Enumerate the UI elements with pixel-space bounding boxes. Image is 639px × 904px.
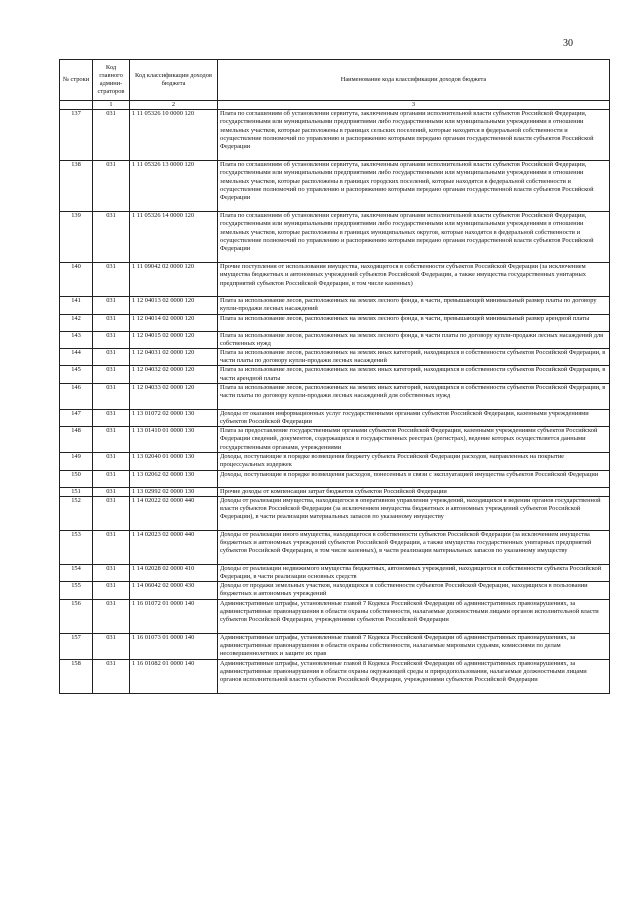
row-number-cell: 154 (60, 564, 93, 581)
classification-name-cell: Плата по соглашениям об установлении сервитута, заключенным органами исполнительной власти субъектов Российской Федерации, государственными или муниципальными предприятиями либо государственными или муниципальными учреждениями в отношении земельных участков, которые расположены в границах муниципальных округов, которые находятся в федеральной собственности и осуществление полномочий по управлению и распоряжению которыми передано органам государственной власти субъектов Российской Федерации (218, 212, 610, 263)
row-number-cell: 155 (60, 582, 93, 599)
classification-code-cell: 1 16 01073 01 0000 140 (130, 633, 218, 659)
header-classification-code: Код классификации доходов бюджета (130, 60, 218, 101)
classification-name-cell: Плата за использование лесов, расположенных на землях лесного фонда, в части, превышающей минимальный размер платы по договору купли-продажи лесных насаждений (218, 297, 610, 314)
admin-code-cell: 031 (93, 383, 130, 409)
admin-code-cell: 031 (93, 297, 130, 314)
admin-code-cell: 031 (93, 349, 130, 366)
classification-name-cell: Плата за предоставление государственными органами субъектов Российской Федерации, казенными учреждениями субъектов Российской Федерации сведений, документов, содержащихся в государственных реестрах (регистрах), ведение которых осуществляется данными государственными органами, учреждениями (218, 427, 610, 453)
classification-code-cell: 1 11 05326 10 0000 120 (130, 110, 218, 161)
admin-code-cell: 031 (93, 161, 130, 212)
classification-code-cell: 1 12 04031 02 0000 120 (130, 349, 218, 366)
table-row (60, 659, 610, 693)
table-row (60, 110, 610, 161)
classification-name-cell: Административные штрафы, установленные главой 7 Кодекса Российской Федерации об административных правонарушениях, за административные правонарушения в области охраны собственности, налагаемые должностными лицами органов исполнительной власти субъектов Российской Федерации, учреждениями субъектов Российской Федерации (218, 599, 610, 633)
column-number-row (60, 101, 610, 110)
table-row (60, 453, 610, 470)
row-number-cell: 151 (60, 487, 93, 496)
row-number-cell: 137 (60, 110, 93, 161)
row-number-cell: 145 (60, 366, 93, 383)
classification-name-cell: Плата за использование лесов, расположенных на землях лесного фонда, в части платы по договору купли-продажи лесных насаждений для собственных нужд (218, 331, 610, 348)
classification-code-cell: 1 12 04014 02 0000 120 (130, 314, 218, 331)
classification-code-cell: 1 14 02022 02 0000 440 (130, 496, 218, 530)
table-row (60, 530, 610, 564)
classification-name-cell: Плата по соглашениям об установлении сервитута, заключенным органами исполнительной власти субъектов Российской Федерации, государственными или муниципальными предприятиями либо государственными или муниципальными учреждениями в отношении земельных участков, которые расположены в границах городских поселений, которые находятся в федеральной собственности и осуществление полномочий по управлению и распоряжению которыми передано органам государственной власти субъектов Российской Федерации (218, 161, 610, 212)
admin-code-cell: 031 (93, 470, 130, 487)
row-number-cell: 143 (60, 331, 93, 348)
admin-code-cell: 031 (93, 427, 130, 453)
classification-code-cell: 1 13 02992 02 0000 130 (130, 487, 218, 496)
row-number-cell: 148 (60, 427, 93, 453)
admin-code-cell: 031 (93, 366, 130, 383)
column-number: 2 (130, 101, 218, 110)
table-row (60, 409, 610, 426)
classification-code-cell: 1 16 01082 01 0000 140 (130, 659, 218, 693)
classification-name-cell: Плата по соглашениям об установлении сервитута, заключенным органами исполнительной власти субъектов Российской Федерации, государственными или муниципальными предприятиями либо государственными или муниципальными учреждениями в отношении земельных участков, которые расположены в границах сельских поселений, которые находятся в федеральной собственности и осуществление полномочий по управлению и распоряжению которыми передано органам государственной власти субъектов Российской Федерации (218, 110, 610, 161)
admin-code-cell: 031 (93, 496, 130, 530)
row-number-cell: 157 (60, 633, 93, 659)
classification-code-cell: 1 11 05326 14 0000 120 (130, 212, 218, 263)
classification-name-cell: Доходы от оказания информационных услуг государственными органами субъектов Российской Федерации, казенными учреждениями субъектов Российской Федерации (218, 409, 610, 426)
table-row (60, 633, 610, 659)
row-number-cell: 152 (60, 496, 93, 530)
admin-code-cell: 031 (93, 409, 130, 426)
table-row (60, 427, 610, 453)
classification-code-cell: 1 13 01410 01 0000 130 (130, 427, 218, 453)
classification-name-cell: Плата за использование лесов, расположенных на землях иных категорий, находящихся в собственности субъектов Российской Федерации, в части платы по договору купли-продажи лесных насаждений (218, 349, 610, 366)
budget-classification-table (59, 59, 610, 694)
row-number-cell: 141 (60, 297, 93, 314)
classification-code-cell: 1 14 02023 02 0000 440 (130, 530, 218, 564)
classification-name-cell: Доходы от реализации иного имущества, находящегося в собственности субъектов Российской Федерации (за исключением имущества бюджетных и автономных учреждений субъектов Российской Федерации, а также имущества государственных унитарных предприятий субъектов Российской Федерации, в том числе казенных), в части реализации материальных запасов по указанному имуществу (218, 530, 610, 564)
admin-code-cell: 031 (93, 659, 130, 693)
row-number-cell: 147 (60, 409, 93, 426)
classification-code-cell: 1 13 01072 02 0000 130 (130, 409, 218, 426)
classification-name-cell: Административные штрафы, установленные главой 8 Кодекса Российской Федерации об административных правонарушениях, за административные правонарушения в области охраны окружающей среды и природопользования, налагаемые должностными лицами органов исполнительной власти субъектов Российской Федерации, учреждениями субъектов Российской Федерации (218, 659, 610, 693)
table-row (60, 599, 610, 633)
table-header-row (60, 60, 610, 101)
table-row (60, 331, 610, 348)
admin-code-cell: 031 (93, 530, 130, 564)
classification-code-cell: 1 11 05326 13 0000 120 (130, 161, 218, 212)
page-number: 30 (563, 38, 573, 49)
admin-code-cell: 031 (93, 212, 130, 263)
classification-code-cell: 1 14 06042 02 0000 430 (130, 582, 218, 599)
table-row (60, 470, 610, 487)
admin-code-cell: 031 (93, 263, 130, 297)
row-number-cell: 149 (60, 453, 93, 470)
header-row-number: № строки (60, 60, 93, 101)
admin-code-cell: 031 (93, 331, 130, 348)
row-number-cell: 142 (60, 314, 93, 331)
header-admin-code: Код главного админи-страторов (93, 60, 130, 101)
classification-code-cell: 1 12 04033 02 0000 120 (130, 383, 218, 409)
table-row (60, 366, 610, 383)
table-row (60, 161, 610, 212)
admin-code-cell: 031 (93, 633, 130, 659)
row-number-cell: 138 (60, 161, 93, 212)
classification-code-cell: 1 12 04032 02 0000 120 (130, 366, 218, 383)
column-number: 1 (93, 101, 130, 110)
row-number-cell: 144 (60, 349, 93, 366)
classification-name-cell: Доходы от продажи земельных участков, находящихся в собственности субъектов Российской Федерации, находящихся в пользовании бюджетных и автономных учреждений (218, 582, 610, 599)
table-row (60, 212, 610, 263)
classification-code-cell: 1 12 04013 02 0000 120 (130, 297, 218, 314)
classification-name-cell: Административные штрафы, установленные главой 7 Кодекса Российской Федерации об административных правонарушениях, за административные правонарушения в области охраны собственности, налагаемые мировыми судьями, комиссиями по делам несовершеннолетних и защите их прав (218, 633, 610, 659)
table-row (60, 582, 610, 599)
classification-name-cell: Плата за использование лесов, расположенных на землях иных категорий, находящихся в собственности субъектов Российской Федерации, в части арендной платы (218, 366, 610, 383)
table-row (60, 496, 610, 530)
classification-name-cell: Доходы от реализации недвижимого имущества бюджетных, автономных учреждений, находящегося в собственности субъекта Российской Федерации, в части реализации основных средств (218, 564, 610, 581)
row-number-cell: 139 (60, 212, 93, 263)
admin-code-cell: 031 (93, 582, 130, 599)
classification-name-cell: Доходы, поступающие в порядке возмещения расходов, понесенных в связи с эксплуатацией имущества субъектов Российской Федерации (218, 470, 610, 487)
admin-code-cell: 031 (93, 110, 130, 161)
table-body (60, 110, 610, 693)
classification-name-cell: Прочие доходы от компенсации затрат бюджетов субъектов Российской Федерации (218, 487, 610, 496)
column-number: 3 (218, 101, 610, 110)
classification-name-cell: Плата за использование лесов, расположенных на землях иных категорий, находящихся в собственности субъектов Российской Федерации, в части платы по договору купли-продажи лесных насаждений для собственных нужд (218, 383, 610, 409)
row-number-cell: 140 (60, 263, 93, 297)
admin-code-cell: 031 (93, 564, 130, 581)
table-row (60, 564, 610, 581)
table-row (60, 297, 610, 314)
classification-code-cell: 1 16 01072 01 0000 140 (130, 599, 218, 633)
row-number-cell: 146 (60, 383, 93, 409)
admin-code-cell: 031 (93, 314, 130, 331)
classification-name-cell: Доходы от реализации имущества, находящегося в оперативном управлении учреждений, находящихся в ведении органов государственной власти субъектов Российской Федерации (за исключением имущества бюджетных и автономных учреждений субъектов Российской Федерации), в части реализации материальных запасов по указанному имуществу (218, 496, 610, 530)
admin-code-cell: 031 (93, 599, 130, 633)
table-row (60, 263, 610, 297)
row-number-cell: 153 (60, 530, 93, 564)
table-row (60, 314, 610, 331)
classification-code-cell: 1 13 02040 01 0000 130 (130, 453, 218, 470)
classification-name-cell: Плата за использование лесов, расположенных на землях лесного фонда, в части, превышающей минимальный размер арендной платы (218, 314, 610, 331)
admin-code-cell: 031 (93, 487, 130, 496)
table-row (60, 349, 610, 366)
column-number (60, 101, 93, 110)
classification-code-cell: 1 12 04015 02 0000 120 (130, 331, 218, 348)
row-number-cell: 158 (60, 659, 93, 693)
table-row (60, 383, 610, 409)
row-number-cell: 150 (60, 470, 93, 487)
admin-code-cell: 031 (93, 453, 130, 470)
header-classification-name: Наименование кода классификации доходов бюджета (218, 60, 610, 101)
classification-code-cell: 1 11 09042 02 0000 120 (130, 263, 218, 297)
classification-name-cell: Доходы, поступающие в порядке возмещения бюджету субъекта Российской Федерации расходов, направленных на покрытие процессуальных издержек (218, 453, 610, 470)
row-number-cell: 156 (60, 599, 93, 633)
classification-code-cell: 1 13 02062 02 0000 130 (130, 470, 218, 487)
classification-name-cell: Прочие поступления от использования имущества, находящегося в собственности субъектов Российской Федерации (за исключением имущества бюджетных и автономных учреждений субъектов Российской Федерации, а также имущества государственных унитарных предприятий субъектов Российской Федерации, в том числе казенных) (218, 263, 610, 297)
classification-code-cell: 1 14 02028 02 0000 410 (130, 564, 218, 581)
table-row (60, 487, 610, 496)
